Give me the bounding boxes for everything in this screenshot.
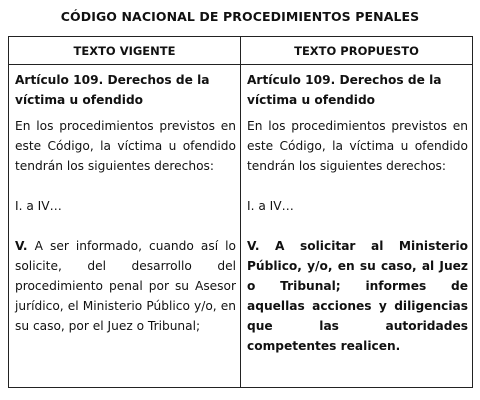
comparison-table <box>8 36 473 388</box>
header-texto-vigente: TEXTO VIGENTE <box>9 37 241 65</box>
vigente-cell <box>9 65 241 388</box>
table-row <box>9 65 473 388</box>
vigente-article-title: Artículo 109. Derechos de la víctima u ofendido <box>15 73 210 107</box>
vigente-fraction-v <box>15 236 236 336</box>
propuesto-intro: En los procedimientos previstos en este Código, la víctima u ofendido tendrán los siguientes derechos: <box>247 119 468 173</box>
vigente-fraction-v-label: V. <box>15 239 28 253</box>
propuesto-article-title: Artículo 109. Derechos de la víctima u ofendido <box>247 73 442 107</box>
header-texto-propuesto: TEXTO PROPUESTO <box>241 37 473 65</box>
propuesto-cell <box>241 65 473 388</box>
vigente-intro: En los procedimientos previstos en este Código, la víctima u ofendido tendrán los siguientes derechos: <box>15 119 236 173</box>
propuesto-fraction-v: V. A solicitar al Ministerio Público, y/o, en su caso, al Juez o Tribunal; informes de aquellas acciones y diligencias que las autoridades competentes realicen. <box>247 239 468 353</box>
document-title: CÓDIGO NACIONAL DE PROCEDIMIENTOS PENALES <box>60 9 420 24</box>
vigente-fractions-omitted: I. a IV… <box>15 199 62 213</box>
vigente-fraction-v-text: A ser informado, cuando así lo solicite, del desarrollo del procedimiento penal por su Asesor jurídico, el Ministerio Público y/o, en su caso, por el Juez o Tribunal; <box>15 239 236 333</box>
propuesto-fractions-omitted: I. a IV… <box>247 199 294 213</box>
table-header-row <box>9 37 473 65</box>
